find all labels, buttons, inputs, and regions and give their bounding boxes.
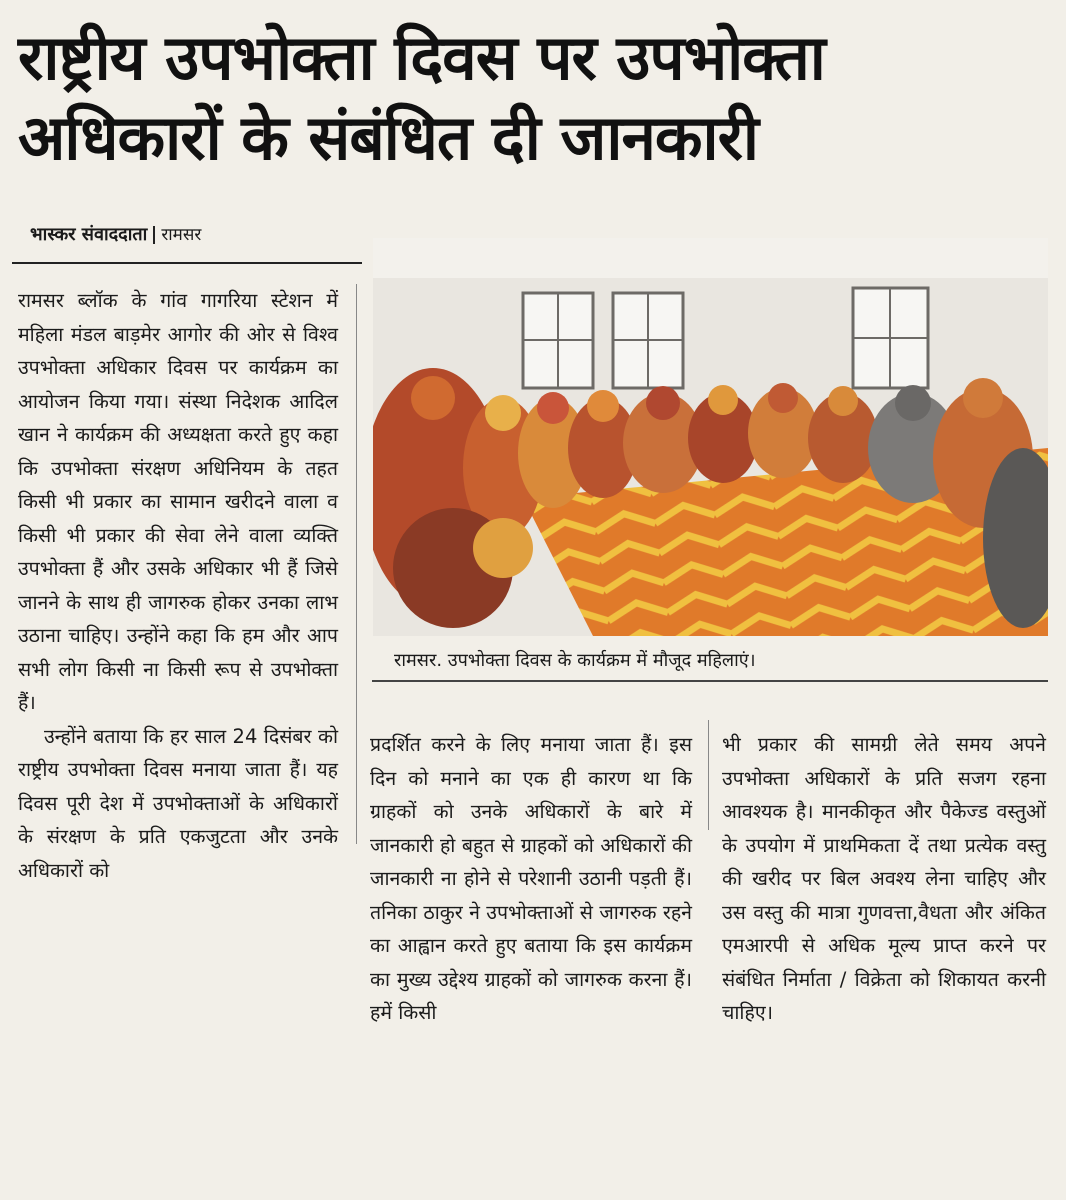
byline	[30, 222, 201, 246]
byline-separator	[153, 226, 155, 244]
byline-rule	[12, 262, 362, 264]
byline-place: रामसर	[161, 225, 202, 245]
article-column-3: भी प्रकार की सामग्री लेते समय अपने उपभोक्ता अधिकारों के प्रति सजग रहना आवश्यक है। मानकीकृत और पैकेज्ड वस्तुओं के उपयोग में प्राथमिकता दें तथा प्रत्येक वस्तु की खरीद पर बिल अवश्य लेना चाहिए और उस वस्तु की मात्रा गुणवत्ता,वैधता और अंकित एमआरपी से अधिक मूल्य प्राप्त करने पर संबंधित निर्माता / विक्रेता को शिकायत करनी चाहिए।	[722, 733, 1046, 1024]
photo-caption: रामसर. उपभोक्ता दिवस के कार्यक्रम में मौजूद महिलाएं।	[394, 650, 756, 671]
caption-rule	[372, 680, 1048, 682]
article-photo	[373, 238, 1048, 636]
column-1-paragraph-1: रामसर ब्लॉक के गांव गागरिया स्टेशन में महिला मंडल बाड़मेर आगोर की ओर से विश्व उपभोक्ता अधिकार दिवस पर कार्यक्रम का आयोजन किया गया। संस्था निदेशक आदिल खान ने कार्यक्रम की अध्यक्षता करते हुए कहा कि उपभोक्ता संरक्षण अधिनियम के तहत किसी भी प्रकार का सामान खरीदने वाला व किसी भी प्रकार की सेवा लेने वाला व्यक्ति उपभोक्ता हैं और उसके अधिकार भी हैं जिसे जानने के साथ ही जागरुक होकर उनका लाभ उठाना चाहिए। उन्होंने कहा कि हम और आप सभी लोग किसी ना किसी रूप से उपभोक्ता हैं।	[18, 289, 338, 714]
column-divider-2	[708, 720, 709, 830]
headline-line-2: अधिकारों के संबंधित दी जानकारी	[18, 101, 758, 174]
photo-women-meeting	[373, 238, 1048, 636]
byline-reporter: भास्कर संवाददाता	[30, 224, 148, 245]
article-column-1	[18, 284, 338, 887]
headline-line-1: राष्ट्रीय उपभोक्ता दिवस पर उपभोक्ता	[18, 21, 825, 94]
column-1-paragraph-2: उन्होंने बताया कि हर साल 24 दिसंबर को राष्ट्रीय उपभोक्ता दिवस मनाया जाता हैं। यह दिवस पूरी देश में उपभोक्ताओं के अधिकारों के संरक्षण के प्रति एकजुटता और उनके अधिकारों को	[18, 724, 338, 882]
column-divider-1	[356, 284, 357, 844]
article-column-2: प्रदर्शित करने के लिए मनाया जाता हैं। इस दिन को मनाने का एक ही कारण था कि ग्राहकों को उनके अधिकारों के बारे में जानकारी हो बहुत से ग्राहकों को अधिकारों की जानकारी ना होने से परेशानी उठानी पड़ती हैं। तनिका ठाकुर ने उपभोक्ताओं से जागरुक रहने का आह्वान करते हुए बताया कि इस कार्यक्रम का मुख्य उद्देश्य ग्राहकों को जागरुक करना हैं। हमें किसी	[370, 733, 692, 1024]
headline	[18, 18, 1038, 178]
